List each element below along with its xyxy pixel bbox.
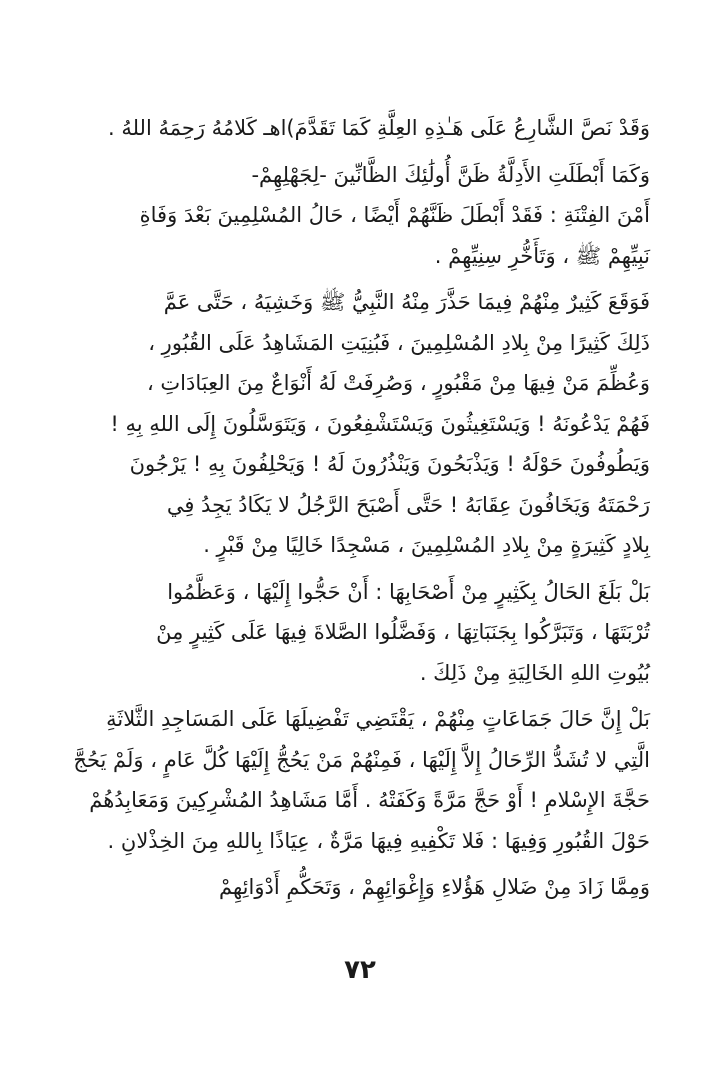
page-number: ٧٢: [344, 955, 376, 985]
body-text: [70, 108, 650, 908]
paragraph: [70, 867, 650, 908]
text-line: وَقَدْ نَصَّ الشَّارِعُ عَلَى هَـٰذِهِ العِلَّةِ كَمَا تَقَدَّمَ)اهـ كَلامُهُ رَحِمَهُ اللهُ .: [107, 116, 650, 140]
paragraph: [70, 699, 650, 861]
text-line: حَجَّةَ الإِسْلامِ ! أَوْ حَجَّ مَرَّةً وَكَفَتْهُ . أَمَّا مَشَاهِدُ المُشْرِكِينَ وَمَعَابِدُهُمْ: [89, 788, 650, 812]
text-line: وَكَمَا أَبْطَلَتِ الأَدِلَّةُ ظَنَّ أُولَٰئِكَ الظَّانِّينَ -لِجَهْلِهِمْ-: [251, 162, 650, 187]
text-line: وَعُظِّمَ مَنْ فِيهَا مِنْ مَقْبُورٍ ، وَصُرِفَتْ لَهُ أَنْوَاعٌ مِنَ العِبَادَاتِ ،: [146, 371, 650, 395]
text-line: ذَلِكَ كَثِيرًا مِنْ بِلادِ المُسْلِمِينَ ، فَبُنِيَتِ المَشَاهِدُ عَلَى القُبُورِ ،: [148, 330, 650, 355]
paragraph: [70, 572, 650, 694]
text-line: أَمْنَ الفِتْنَةِ : فَقَدْ أَبْطَلَ ظَنَّهُمْ أَيْضًا ، حَالُ المُسْلِمِينَ بَعْدَ وَفَاةِ: [139, 203, 650, 227]
text-line: تُرْبَتَهَا ، وَتَبَرَّكُوا بِجَنَبَاتِهَا ، وَفَضَّلُوا الصَّلاةَ فِيهَا عَلَى كَثِيرٍ مِنْ: [156, 620, 650, 644]
text-line: بِلادٍ كَثِيرَةٍ مِنْ بِلادِ المُسْلِمِينَ ، مَسْجِدًا خَالِيًا مِنْ قَبْرٍ .: [203, 533, 650, 557]
text-line: بُيُوتِ اللهِ الخَالِيَةِ مِنْ ذَلِكَ .: [419, 660, 650, 685]
text-line: فَهُمْ يَدْعُونَهُ ! وَيَسْتَغِيثُونَ وَيَسْتَشْفِعُونَ ، وَيَتَوَسَّلُونَ إِلَى اللهِ بِهِ !: [110, 411, 650, 436]
paragraph: [70, 282, 650, 566]
text-line: بَلْ إِنَّ حَالَ جَمَاعَاتٍ مِنْهُمْ ، يَقْتَضِي تَفْضِيلَهَا عَلَى المَسَاجِدِ الثَّلاثَةِ: [106, 707, 650, 731]
text-line: بَلْ بَلَغَ الحَالُ بِكَثِيرٍ مِنْ أَصْحَابِهَا : أَنْ حَجُّوا إِلَيْهَا ، وَعَظَّمُوا: [167, 579, 650, 604]
text-line: حَوْلَ القُبُورِ وَفِيهَا : فَلا تَكْفِيهِ فِيهَا مَرَّةٌ ، عِيَاذًا بِاللهِ مِنَ الخِذْلانِ .: [107, 828, 650, 853]
text-line: وَيَطُوفُونَ حَوْلَهُ ! وَيَذْبَحُونَ وَيَنْذُرُونَ لَهُ ! وَيَحْلِفُونَ بِهِ ! يَرْجُونَ: [129, 452, 650, 476]
text-line: وَمِمَّا زَادَ مِنْ ضَلالِ هَؤُلاءِ وَإِغْوَائِهِمْ ، وَتَحَكُّمِ أَدْوَائِهِمْ: [219, 875, 650, 899]
text-line: فَوَقَعَ كَثِيرٌ مِنْهُمْ فِيمَا حَذَّرَ مِنْهُ النَّبِيُّ ﷺ وَخَشِيَهُ ، حَتَّى عَمَّ: [163, 290, 650, 314]
paragraph: [70, 155, 650, 277]
text-line: الَّتِي لا تُشَدُّ الرِّحَالُ إِلاَّ إِلَيْهَا ، فَمِنْهُمْ مَنْ يَحُجُّ إِلَيْهَا كُلَّ عَامٍ ، وَلَمْ يَحُجَّ: [73, 747, 650, 772]
text-line: رَحْمَتَهُ وَيَخَافُونَ عِقَابَهُ ! حَتَّى أَصْبَحَ الرَّجُلُ لا يَكَادُ يَجِدُ فِي: [166, 492, 650, 517]
text-line: نَبِيِّهِمْ ﷺ ، وَتَأَخُّرِ سِنِيِّهِمْ .: [434, 243, 650, 268]
paragraph: [70, 108, 650, 149]
